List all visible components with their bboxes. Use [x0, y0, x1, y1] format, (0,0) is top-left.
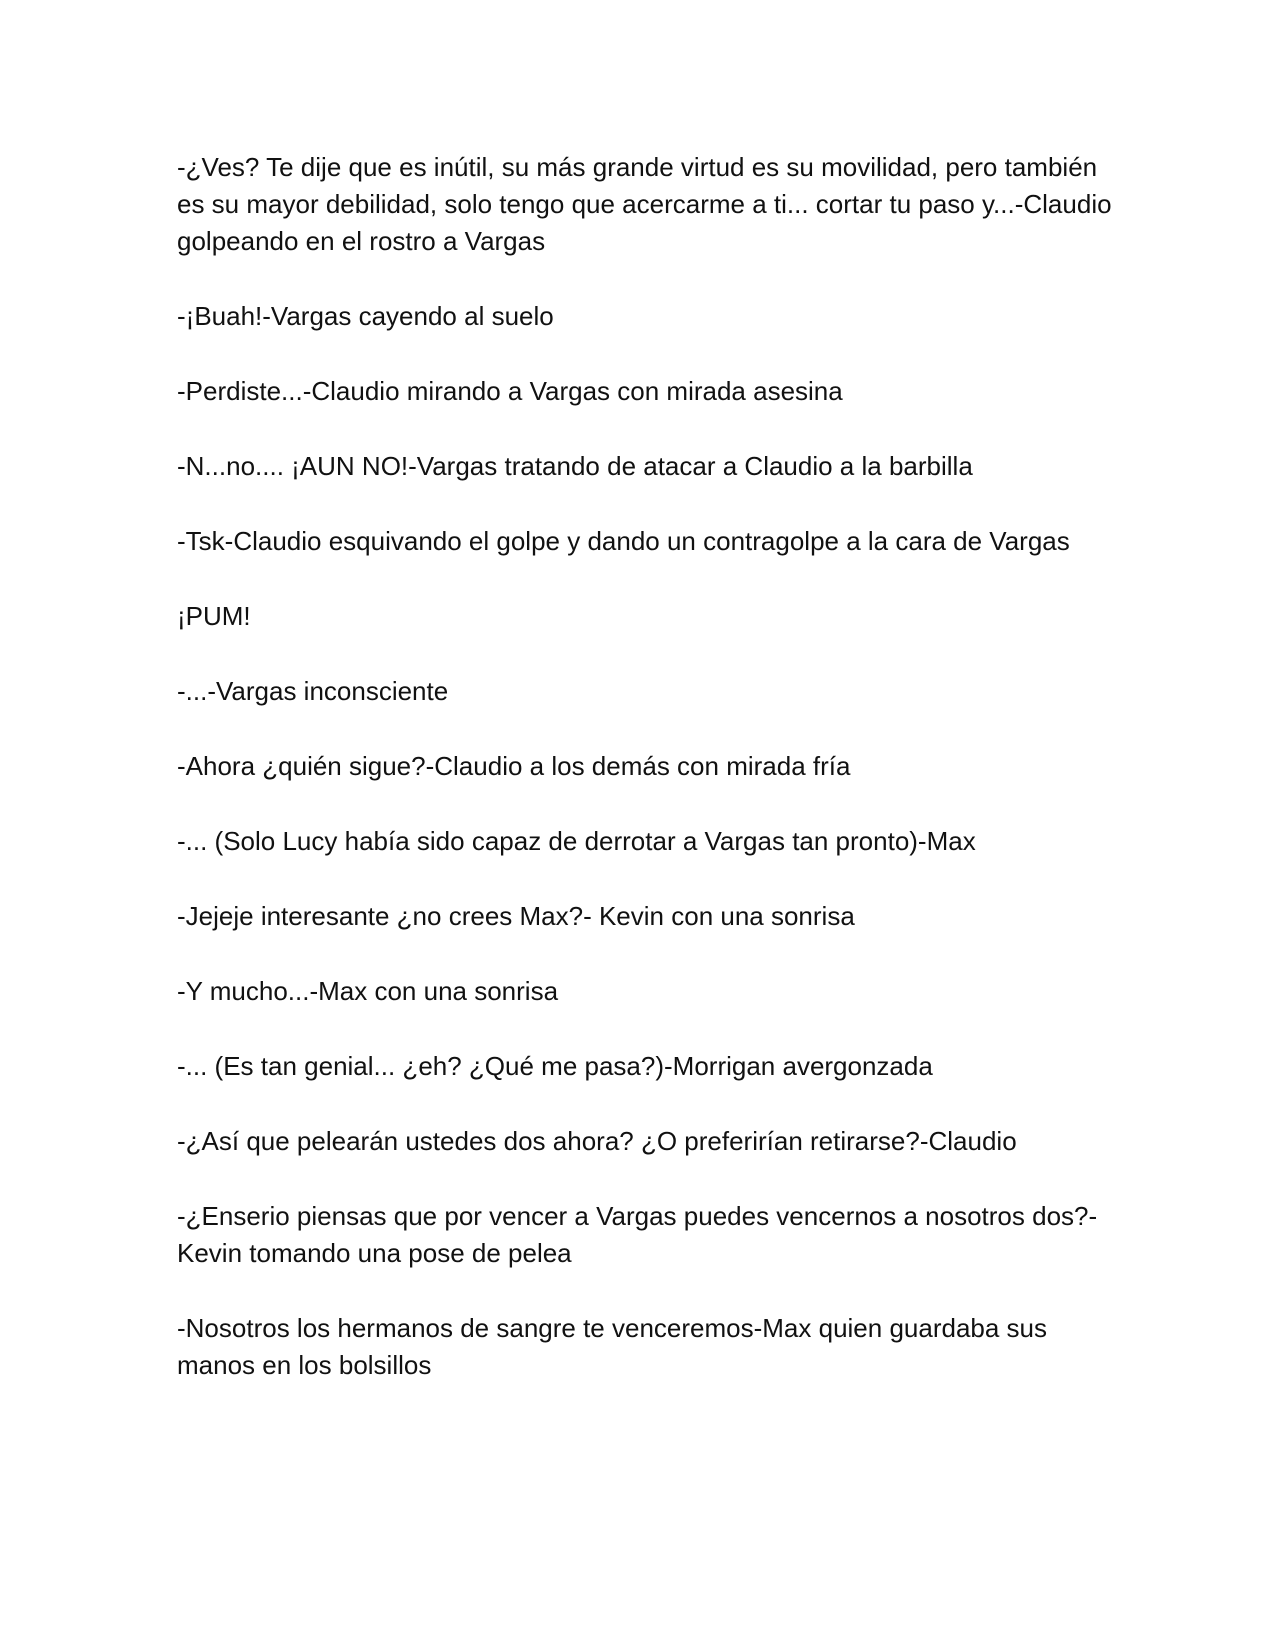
paragraph: -¡Buah!-Vargas cayendo al suelo	[177, 301, 554, 331]
paragraph: -Ahora ¿quién sigue?-Claudio a los demás con mirada fría	[177, 751, 851, 781]
paragraph: -Perdiste...-Claudio mirando a Vargas con mirada asesina	[177, 376, 843, 406]
paragraph: -Tsk-Claudio esquivando el golpe y dando un contragolpe a la cara de Vargas	[177, 526, 1070, 556]
paragraph: -Y mucho...-Max con una sonrisa	[177, 976, 559, 1006]
paragraph: -¿Así que pelearán ustedes dos ahora? ¿O preferirían retirarse?-Claudio	[177, 1126, 1017, 1156]
paragraph: -Jejeje interesante ¿no crees Max?- Kevin con una sonrisa	[177, 901, 855, 931]
paragraph: -...-Vargas inconsciente	[177, 676, 449, 706]
paragraph: -N...no.... ¡AUN NO!-Vargas tratando de atacar a Claudio a la barbilla	[177, 451, 973, 481]
paragraph: -¿Enserio piensas que por vencer a Vargas puedes vencernos a nosotros dos?-Kevin tomando una pose de pelea	[177, 1201, 1098, 1268]
paragraph: -... (Solo Lucy había sido capaz de derrotar a Vargas tan pronto)-Max	[177, 826, 976, 856]
document-body	[177, 149, 1117, 1422]
paragraph: -¿Ves? Te dije que es inútil, su más grande virtud es su movilidad, pero también es su mayor debilidad, solo tengo que acercarme a ti... cortar tu paso y...-Claudio golpeando en el rostro a Vargas	[177, 152, 1112, 256]
paragraph: -... (Es tan genial... ¿eh? ¿Qué me pasa?)-Morrigan avergonzada	[177, 1051, 933, 1081]
paragraph: -Nosotros los hermanos de sangre te venceremos-Max quien guardaba sus manos en los bolsillos	[177, 1313, 1048, 1380]
paragraph: ¡PUM!	[177, 601, 251, 631]
